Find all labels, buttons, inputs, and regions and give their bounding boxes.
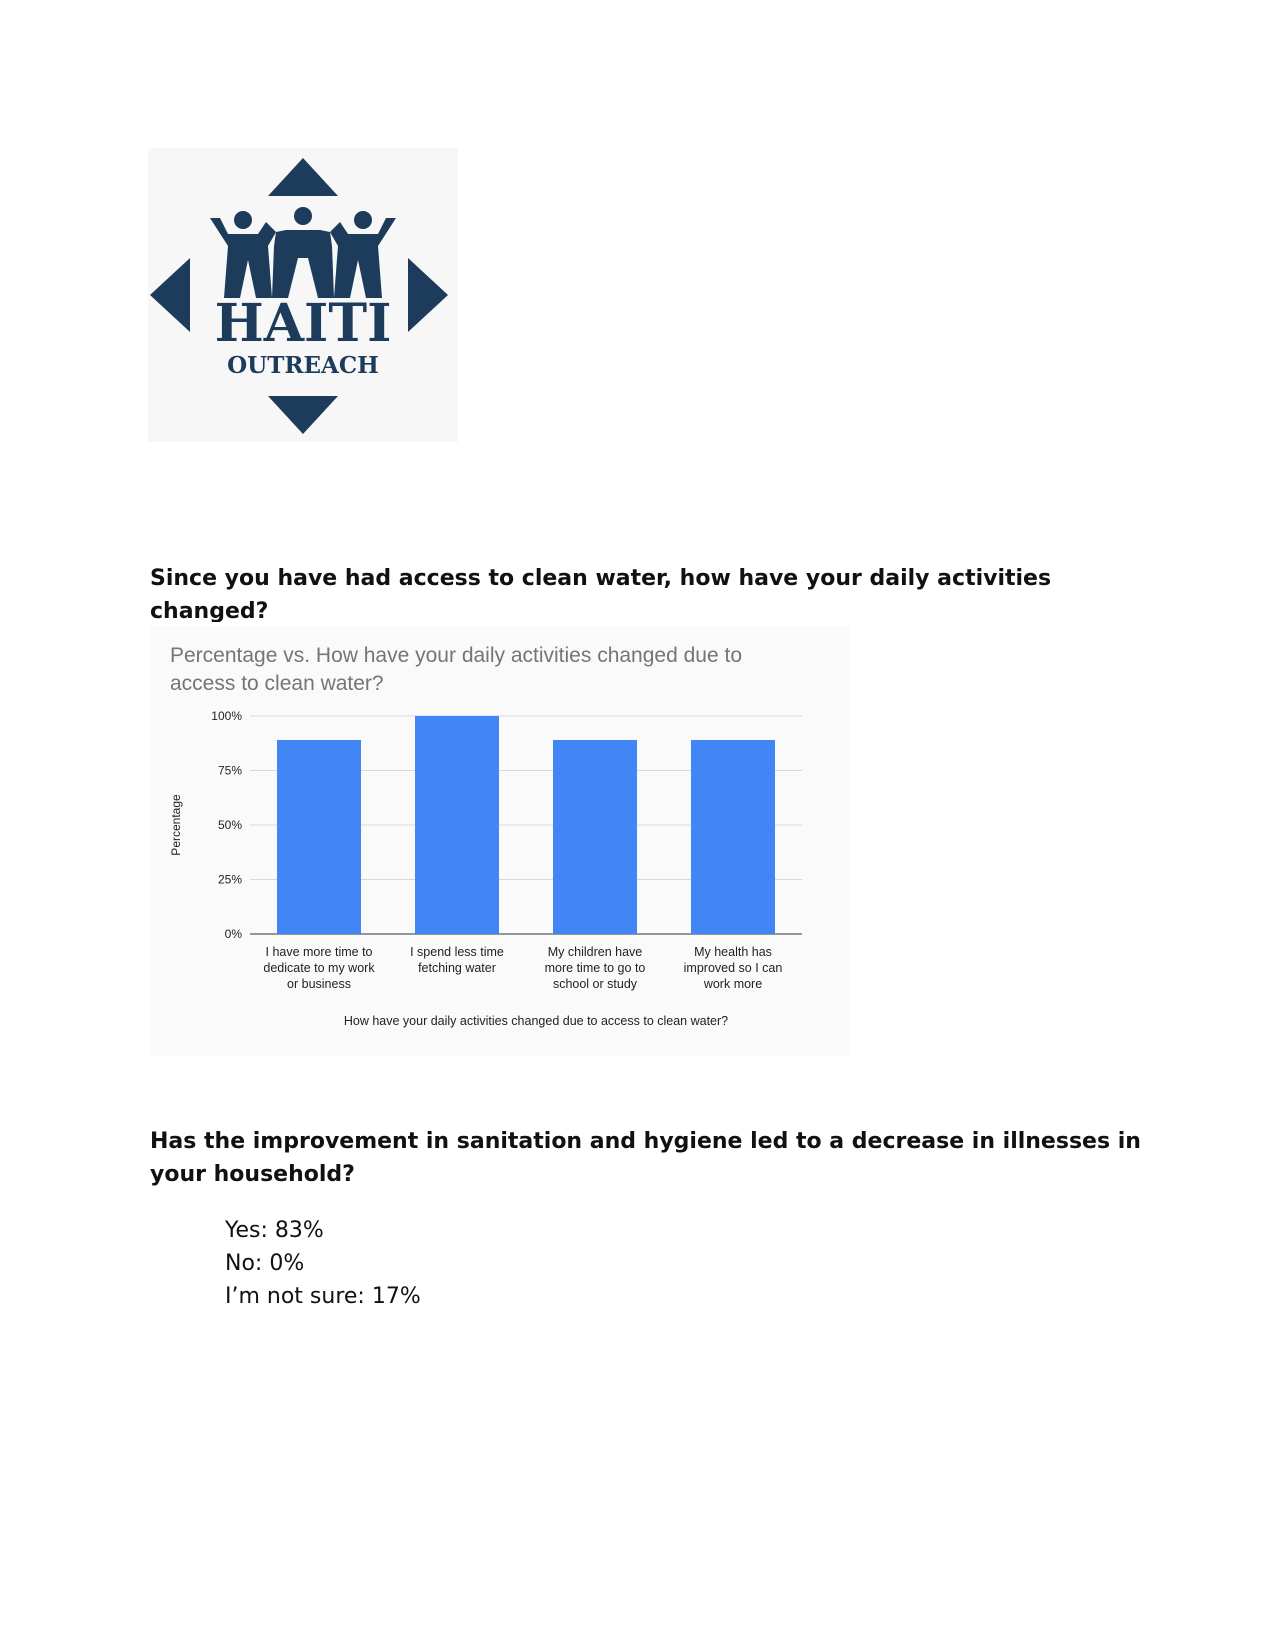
question-1 (150, 562, 1130, 622)
y-tick-label: 25% (217, 872, 242, 887)
y-tick-label: 50% (217, 818, 242, 832)
arrow-right-icon (408, 258, 448, 332)
answer-not-sure: I’m not sure: 17% (225, 1284, 421, 1309)
arrow-down-icon (268, 396, 338, 434)
question-1-text: Since you have had access to clean water, how have your daily activities changed? (150, 566, 1052, 622)
answer-yes: Yes: 83% (225, 1218, 324, 1243)
bar (277, 740, 361, 934)
y-tick-label: 100% (211, 709, 242, 723)
answer-no: No: 0% (225, 1251, 305, 1276)
y-tick-label: 75% (217, 763, 242, 778)
x-tick-label: more time to go to (544, 961, 646, 975)
chart-svg (150, 626, 850, 1056)
x-tick-label: I have more time to (265, 945, 373, 959)
logo-line1: HAITI (214, 293, 392, 354)
question-2: Has the improvement in sanitation and hygiene led to a decrease in illnesses in your household? (150, 1129, 1141, 1187)
arrow-up-icon (268, 158, 338, 196)
bar-chart (150, 626, 850, 1056)
x-tick-label: I spend less time (410, 945, 504, 959)
x-tick-label: My children have (547, 945, 643, 959)
logo-line2: OUTREACH (227, 352, 379, 379)
x-tick-label: improved so I can (683, 961, 783, 975)
chart-title-line: Percentage vs. How have your daily activities changed due to (170, 644, 742, 667)
x-tick-label: school or study (552, 977, 638, 991)
chart-title-line: access to clean water? (170, 672, 384, 695)
bar (691, 740, 775, 934)
people-icon (210, 207, 396, 298)
x-tick-label: fetching water (418, 961, 496, 975)
arrow-left-icon (150, 258, 190, 332)
answer-list (225, 1214, 421, 1313)
x-tick-label: My health has (694, 945, 772, 959)
x-tick-label: dedicate to my work (263, 961, 375, 975)
y-tick-label: 0% (224, 927, 242, 941)
haiti-outreach-logo (148, 148, 458, 442)
x-tick-label: or business (287, 977, 351, 991)
x-axis-label: How have your daily activities changed due to access to clean water? (343, 1014, 729, 1028)
x-tick-label: work more (703, 977, 763, 991)
bar (415, 716, 499, 934)
y-axis-label: Percentage (169, 794, 183, 856)
bar (553, 740, 637, 934)
